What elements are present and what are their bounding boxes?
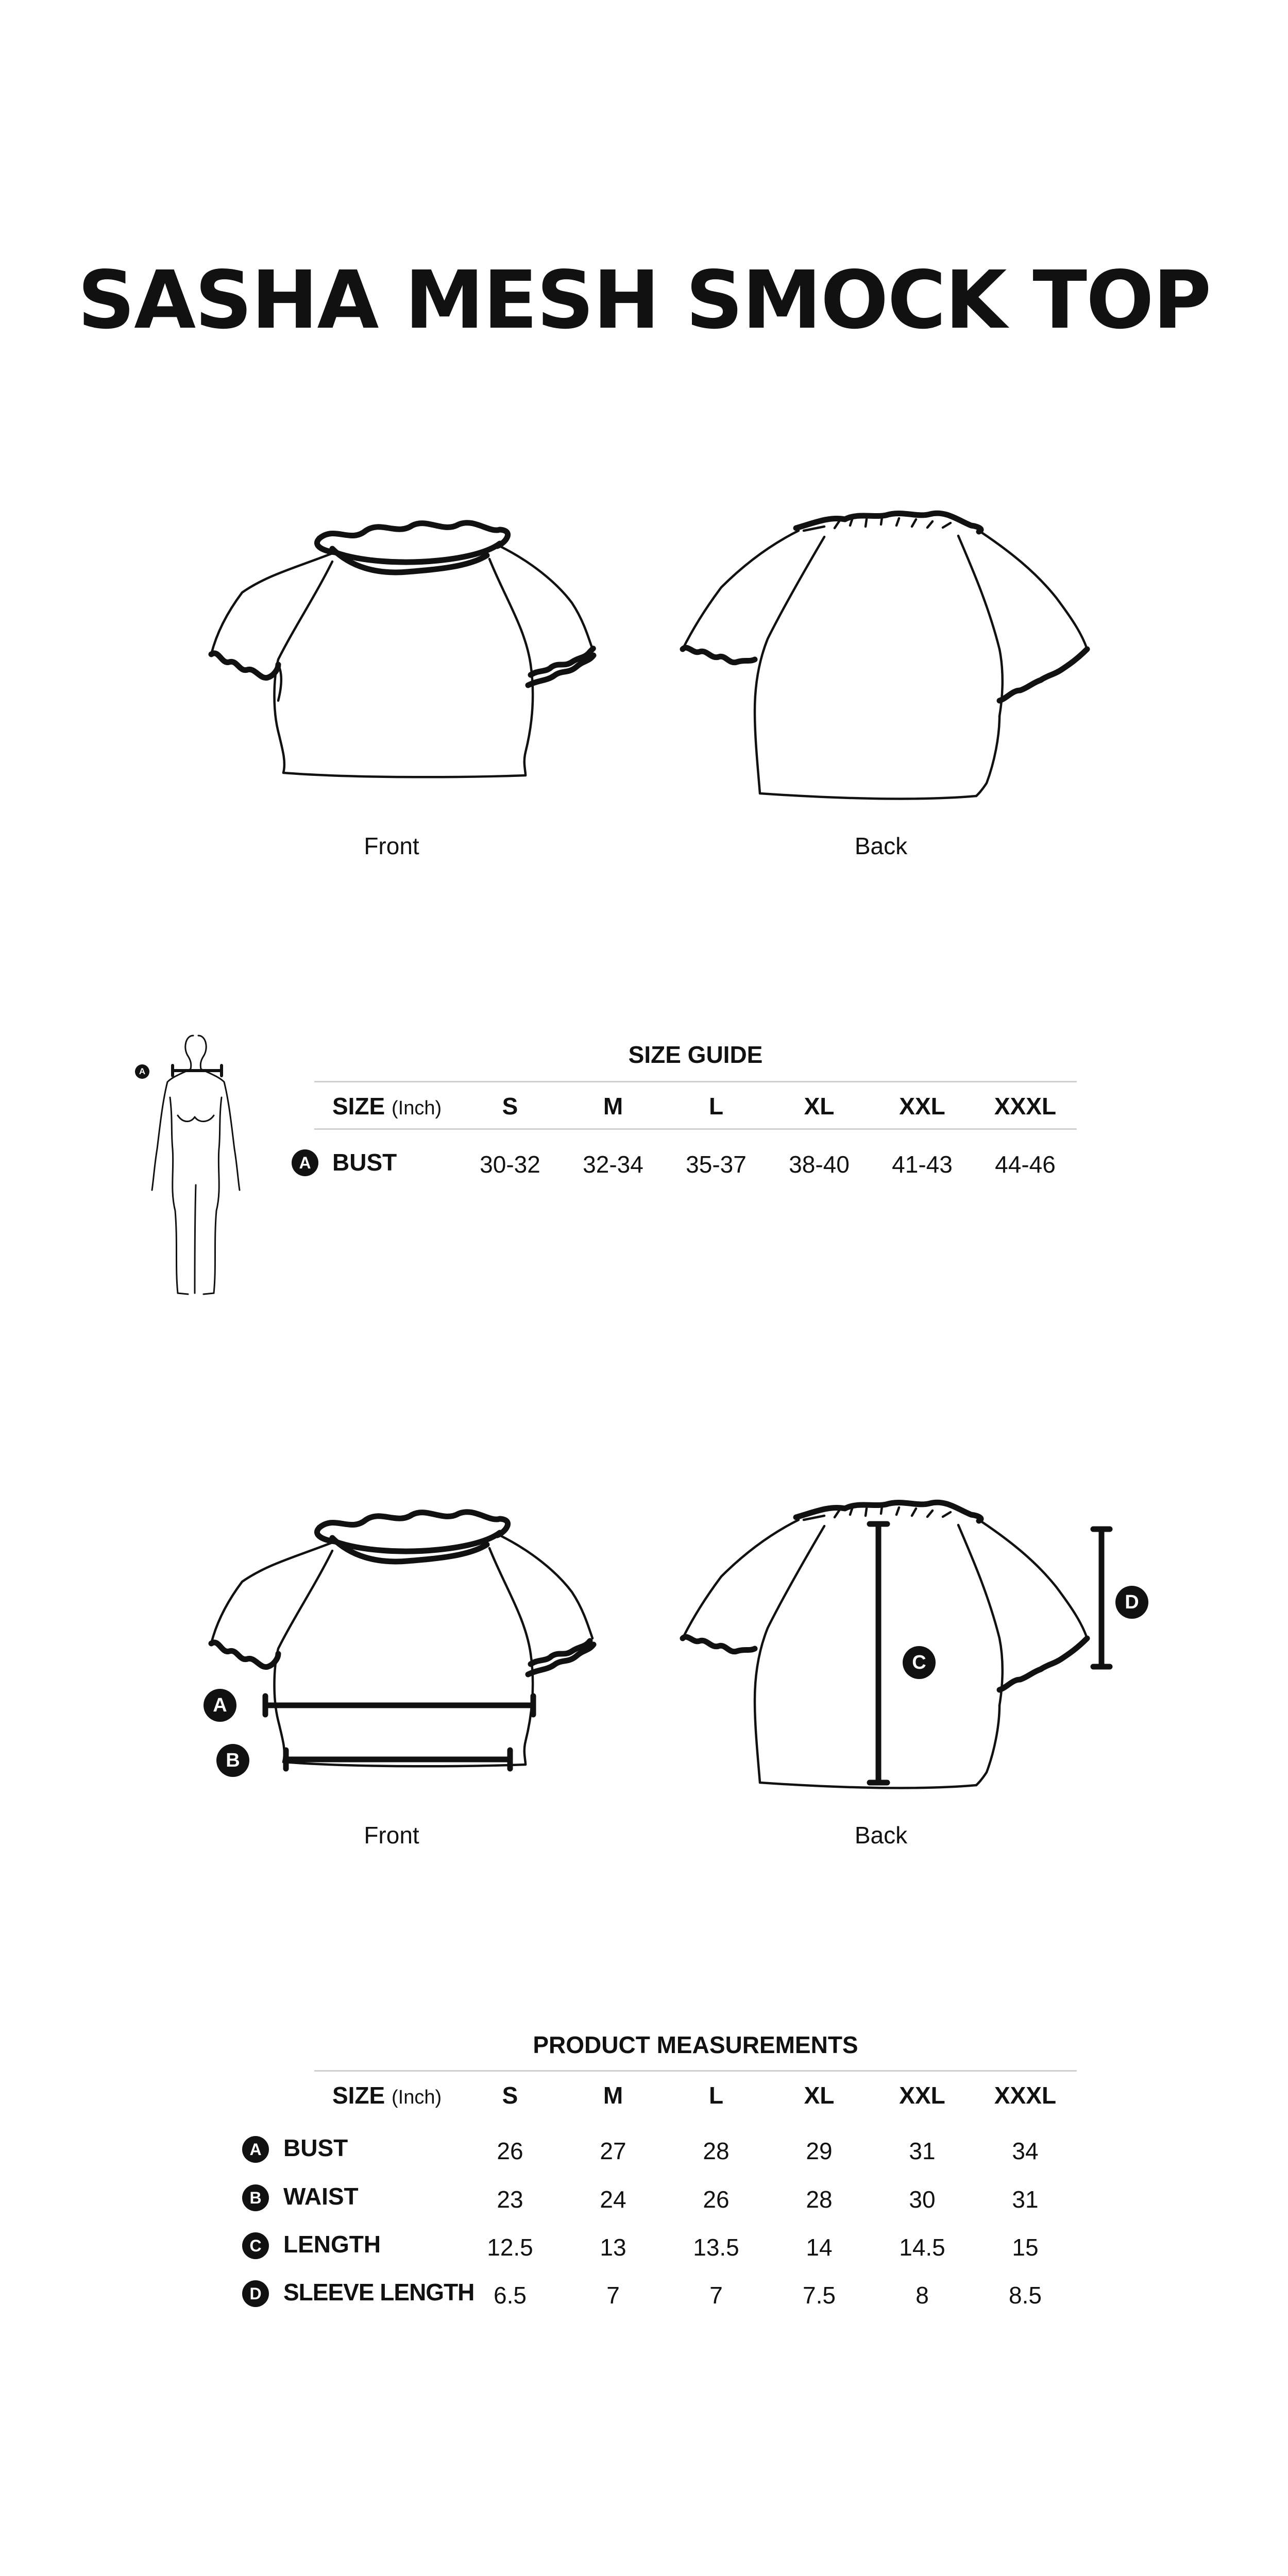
length-measure-badge: C [903,1646,936,1679]
size-guide-row-badge: A [292,1149,318,1176]
product-measurements-rule [314,2070,1077,2072]
size-unit-label: (Inch) [392,1097,442,1119]
sleeve-row-label: SLEEVE LENGTH [283,2279,474,2306]
length-value: 12.5 [487,2234,533,2261]
product-col-xxl: XXL [899,2082,945,2109]
waist-value: 28 [806,2186,833,2213]
size-guide-value: 41-43 [892,1151,953,1178]
size-header-label: SIZE [332,1093,385,1120]
sleeve-value: 7.5 [803,2282,836,2309]
product-col-xl: XL [804,2082,835,2109]
bust-value: 27 [600,2138,626,2164]
sleeve-measure-badge: D [1115,1586,1148,1619]
sleeve-value: 6.5 [494,2282,527,2309]
size-guide-value: 44-46 [995,1151,1056,1178]
sleeve-value: 8.5 [1009,2282,1042,2309]
body-figure-illustration [134,1025,268,1303]
size-guide-header-rule [314,1128,1077,1130]
size-guide-col-xl: XL [804,1093,835,1120]
waist-value: 30 [909,2186,936,2213]
waist-row-label: WAIST [283,2183,359,2210]
size-guide-value: 35-37 [686,1151,747,1178]
product-col-l: L [708,2082,724,2109]
bust-value: 26 [497,2138,523,2164]
bust-value: 28 [703,2138,730,2164]
length-value: 15 [1012,2234,1039,2261]
waist-row-badge: B [242,2184,269,2211]
size-guide-row-label: BUST [332,1149,397,1176]
size-guide-col-xxl: XXL [899,1093,945,1120]
waist-value: 31 [1012,2186,1039,2213]
size-guide-col-s: S [502,1093,518,1120]
bust-value: 31 [909,2138,936,2164]
size-guide-top-rule [314,1081,1077,1082]
bust-row-label: BUST [283,2134,348,2161]
product-col-xxxl: XXXL [994,2082,1057,2109]
size-guide-size-header [332,1092,442,1120]
front-view-label: Front [364,833,419,859]
bust-measure-badge: A [204,1689,236,1722]
length-value: 13 [600,2234,626,2261]
length-value: 13.5 [693,2234,739,2261]
size-guide-col-xxxl: XXXL [994,1093,1057,1120]
length-row-badge: C [242,2232,269,2259]
size-guide-value: 32-34 [583,1151,643,1178]
back-view-illustration [670,495,1133,814]
bust-value: 34 [1012,2138,1039,2164]
page-title: SASHA MESH SMOCK TOP [77,253,1211,347]
bust-row-badge: A [242,2136,269,2163]
size-guide-col-l: L [708,1093,724,1120]
sleeve-value: 8 [916,2282,929,2309]
size-guide-value: 38-40 [789,1151,850,1178]
length-row-label: LENGTH [283,2231,381,2258]
size-guide-title: SIZE GUIDE [628,1041,763,1068]
size-unit-label: (Inch) [392,2087,442,2108]
figure-bust-badge: A [135,1064,149,1079]
back-view-label: Back [854,833,908,859]
length-value: 14 [806,2234,833,2261]
back-measure-illustration [670,1484,1185,1803]
product-size-header [332,2081,442,2109]
sleeve-value: 7 [709,2282,723,2309]
waist-value: 24 [600,2186,626,2213]
size-guide-col-m: M [603,1093,623,1120]
sleeve-value: 7 [606,2282,620,2309]
bust-value: 29 [806,2138,833,2164]
waist-value: 26 [703,2186,730,2213]
product-col-m: M [603,2082,623,2109]
front-view-illustration [196,495,659,814]
waist-measure-badge: B [216,1744,249,1777]
size-guide-value: 30-32 [480,1151,540,1178]
sleeve-row-badge: D [242,2280,269,2307]
waist-value: 23 [497,2186,523,2213]
product-col-s: S [502,2082,518,2109]
size-header-label: SIZE [332,2082,385,2109]
back-measure-label: Back [854,1822,908,1849]
front-measure-illustration [196,1484,659,1803]
product-measurements-title: PRODUCT MEASUREMENTS [533,2031,858,2058]
length-value: 14.5 [899,2234,945,2261]
front-measure-label: Front [364,1822,419,1849]
